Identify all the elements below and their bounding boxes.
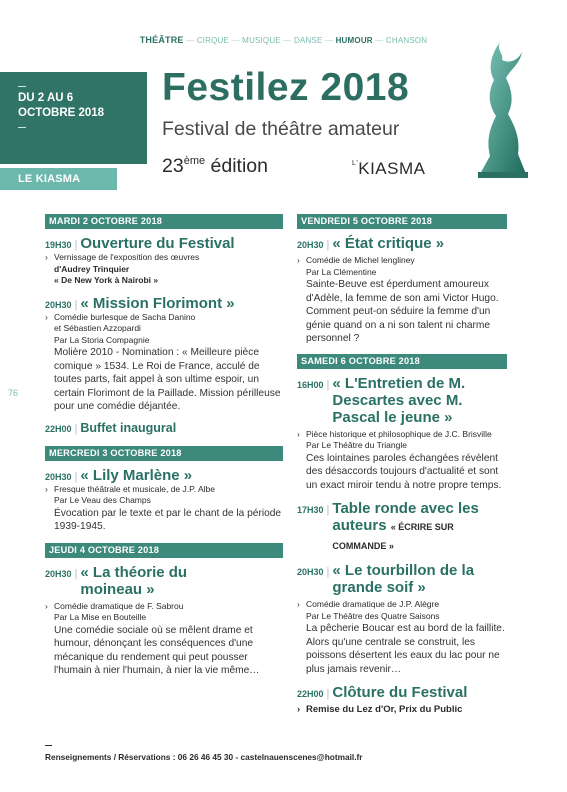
event-time: 19H30 bbox=[45, 240, 72, 250]
event-title: « Mission Florimont » bbox=[80, 294, 235, 312]
event-description: La pêcherie Boucar est au bord de la faillite. Alors qu'une centrale se construit, les poissons désertent les eaux du lac pour ne plus jamais revenir… bbox=[306, 623, 505, 675]
event-detail: › Vernissage de l'exposition des œuvres bbox=[45, 252, 200, 262]
event-company: Par La Storia Compagnie bbox=[54, 334, 150, 345]
event-time: 22H00 bbox=[45, 423, 72, 434]
nav-item: MUSIQUE bbox=[242, 36, 281, 45]
event-company: Par La Mise en Bouteille bbox=[54, 612, 147, 622]
event-title: Ouverture du Festival bbox=[80, 235, 235, 252]
event-title: « La théorie du moineau » bbox=[80, 563, 188, 598]
day-header: SAMEDI 6 OCTOBRE 2018 bbox=[297, 354, 507, 369]
left-column: MARDI 2 OCTOBRE 2018 19H30 | Ouverture du Festival › Vernissage de l'exposition des œuvres d'Audrey Trinquier « De New York à Nairobi » 20H30 | « Mission Florimont » › Comédie burlesque de Sacha Danino et Sébastien Azzopardi Par La Storia Compagnie Molière 2010 - Nomination : « Meilleure pièce comique » 1534. Le Roi de France, acculé de toutes parts, fait appel à son ultime espoir, un certain Florimont de la Paillade. Mission périlleuse pour une comédie déjantée. 22H00 | Buffet inaugural MERCREDI 3 OCTOBRE 2018 20H30 | « Lily Marlène » › Fresque théâtrale et musicale, de J.P. Albe Par Le Veau des Champs Évocation par le texte et par le chant de la période 1939-1945. JEUDI 4 OCTOBRE 2018 20H30 | « La théorie du moineau » › Comédie dramatique de F. Sabrou Par La Mise en Bouteille Une comédie sociale où se mêlent drame et humour, dénonçant les conséquences d'une mécanique du rendement qui peut pousser l'humain à nier l'humain, à nier la vie même… bbox=[45, 216, 282, 676]
event-detail: « De New York à Nairobi » bbox=[54, 275, 159, 285]
event-description: Sainte-Beuve est éperdument amoureux d'Adèle, la femme de son ami Victor Hugo. Comment peut-on séduire la femme d'un génie quand on a ni son talent ni charme personnel ? bbox=[306, 279, 499, 344]
event-detail: › Comédie dramatique de J.P. Alègre bbox=[297, 599, 440, 609]
event-company: Par La Clémentine bbox=[306, 266, 377, 277]
event-time: 20H30 bbox=[45, 568, 72, 579]
event-description: Molière 2010 - Nomination : « Meilleure pièce comique » 1534. Le Roi de France, acculé de toutes parts, fait appel à son ultime espoir, un certain Florimont de la Paillade. Mission périlleuse pour une comédie déjantée. bbox=[54, 347, 281, 412]
event-title: Buffet inaugural bbox=[80, 420, 177, 435]
nav-item: CIRQUE bbox=[196, 36, 230, 45]
event-detail: › Remise du Lez d'Or, Prix du Public bbox=[297, 704, 463, 715]
event-time: 20H30 bbox=[297, 240, 324, 250]
event-time: 16H00 bbox=[297, 379, 324, 390]
event-title: « État critique » bbox=[332, 235, 445, 252]
event-time: 20H30 bbox=[297, 567, 324, 577]
event-detail: d'Audrey Trinquier bbox=[54, 263, 130, 274]
event-detail: › Comédie de Michel lengliney bbox=[297, 255, 415, 265]
venue-label: LE KIASMA bbox=[0, 168, 117, 190]
event-time: 20H30 bbox=[45, 299, 72, 310]
event-title: Clôture du Festival bbox=[332, 684, 468, 701]
page-number: 76 bbox=[8, 388, 19, 398]
event-detail: › Comédie burlesque de Sacha Danino bbox=[45, 311, 196, 322]
day-header: VENDREDI 5 OCTOBRE 2018 bbox=[297, 214, 507, 229]
event-description: Ces lointaines paroles échangées révèlent des désaccords toujours d'actualité et sont un exact miroir tendu à notre propre temps. bbox=[306, 452, 502, 491]
event-detail: › Pièce historique et philosophique de J.C. Brisville bbox=[297, 428, 492, 439]
nav-item: DANSE bbox=[293, 36, 323, 45]
event-time: 20H30 bbox=[45, 471, 72, 482]
festival-dates: DU 2 AU 6 OCTOBRE 2018 bbox=[18, 92, 105, 119]
nav-item: CHANSON bbox=[385, 36, 428, 45]
nav-item: HUMOUR bbox=[335, 36, 373, 45]
nav-main: THÉÂTRE bbox=[139, 35, 184, 45]
event-company: Par Le Théâtre des Quatre Saisons bbox=[306, 610, 440, 621]
event-title: « L'Entretien de M. Descartes avec M. Pascal le jeune » bbox=[332, 374, 466, 426]
event-description: Évocation par le texte et par le chant de la période 1939-1945. bbox=[54, 507, 282, 532]
footer-contact: Renseignements / Réservations : 06 26 46 45 30 - castelnauenscenes@hotmail.fr bbox=[45, 752, 363, 762]
event-title: Table ronde avec les auteurs « ÉCRIRE SUR COMMANDE » bbox=[332, 500, 479, 551]
day-header: MERCREDI 3 OCTOBRE 2018 bbox=[45, 446, 283, 461]
event-title: « Le tourbillon de la grande soif » bbox=[332, 562, 475, 596]
festival-subtitle: Festival de théâtre amateur bbox=[162, 118, 400, 140]
event-company: Par Le Théâtre du Triangle bbox=[306, 440, 407, 450]
event-time: 22H00 bbox=[297, 689, 324, 699]
edition-label: 23ème édition bbox=[162, 155, 268, 177]
festival-title: Festilez 2018 bbox=[162, 66, 410, 109]
top-nav: THÉÂTRE — CIRQUE — MUSIQUE — DANSE — HUMOUR — CHANSON bbox=[139, 35, 428, 45]
footer-divider bbox=[45, 745, 52, 746]
event-company: Par Le Veau des Champs bbox=[54, 495, 151, 505]
event-title: « Lily Marlène » bbox=[80, 466, 193, 484]
day-header: MARDI 2 OCTOBRE 2018 bbox=[45, 214, 283, 229]
event-description: Une comédie sociale où se mêlent drame et humour, dénonçant les conséquences d'une mécanique du rendement qui peut pousser l'humain à nier l'humain, à nier la vie même… bbox=[54, 624, 260, 676]
day-header: JEUDI 4 OCTOBRE 2018 bbox=[45, 543, 283, 558]
kiasma-logo: $^{L'}$KIASMA bbox=[352, 159, 426, 178]
right-column: VENDREDI 5 OCTOBRE 2018 20H30 | « État critique » › Comédie de Michel lengliney Par La Clémentine Sainte-Beuve est éperdument amoureux d'Adèle, la femme de son ami Victor Hugo. Comment peut-on séduire la femme d'un génie quand on a ni son talent ni charme personnel ? SAMEDI 6 OCTOBRE 2018 16H00 | « L'Entretien de M. Descartes avec M. Pascal le jeune » › Pièce historique et philosophique de J.C. Brisville Par Le Théâtre du Triangle Ces lointaines paroles échangées révèlent des désaccords toujours d'actualité et sont un exact miroir tendu à notre propre temps. 17H30 | Table ronde avec les auteurs « ÉCRIRE SUR COMMANDE » 20H30 | « Le tourbillon de la grande soif » › Comédie dramatique de J.P. Alègre Par Le Théâtre des Quatre Saisons La pêcherie Boucar est au bord de la faillite. Alors qu'une centrale se construit, les poissons désertent les eaux du lac pour ne plus jamais revenir… 22H00 | Clôture du Festival › Remise du Lez d'Or, Prix du Public bbox=[297, 214, 507, 716]
event-detail: et Sébastien Azzopardi bbox=[54, 323, 141, 333]
trophy-statue-icon bbox=[460, 40, 545, 180]
event-time: 17H30 bbox=[297, 505, 324, 515]
event-detail: › Comédie dramatique de F. Sabrou bbox=[45, 600, 184, 611]
date-box bbox=[0, 72, 147, 164]
event-detail: › Fresque théâtrale et musicale, de J.P. Albe bbox=[45, 483, 215, 494]
